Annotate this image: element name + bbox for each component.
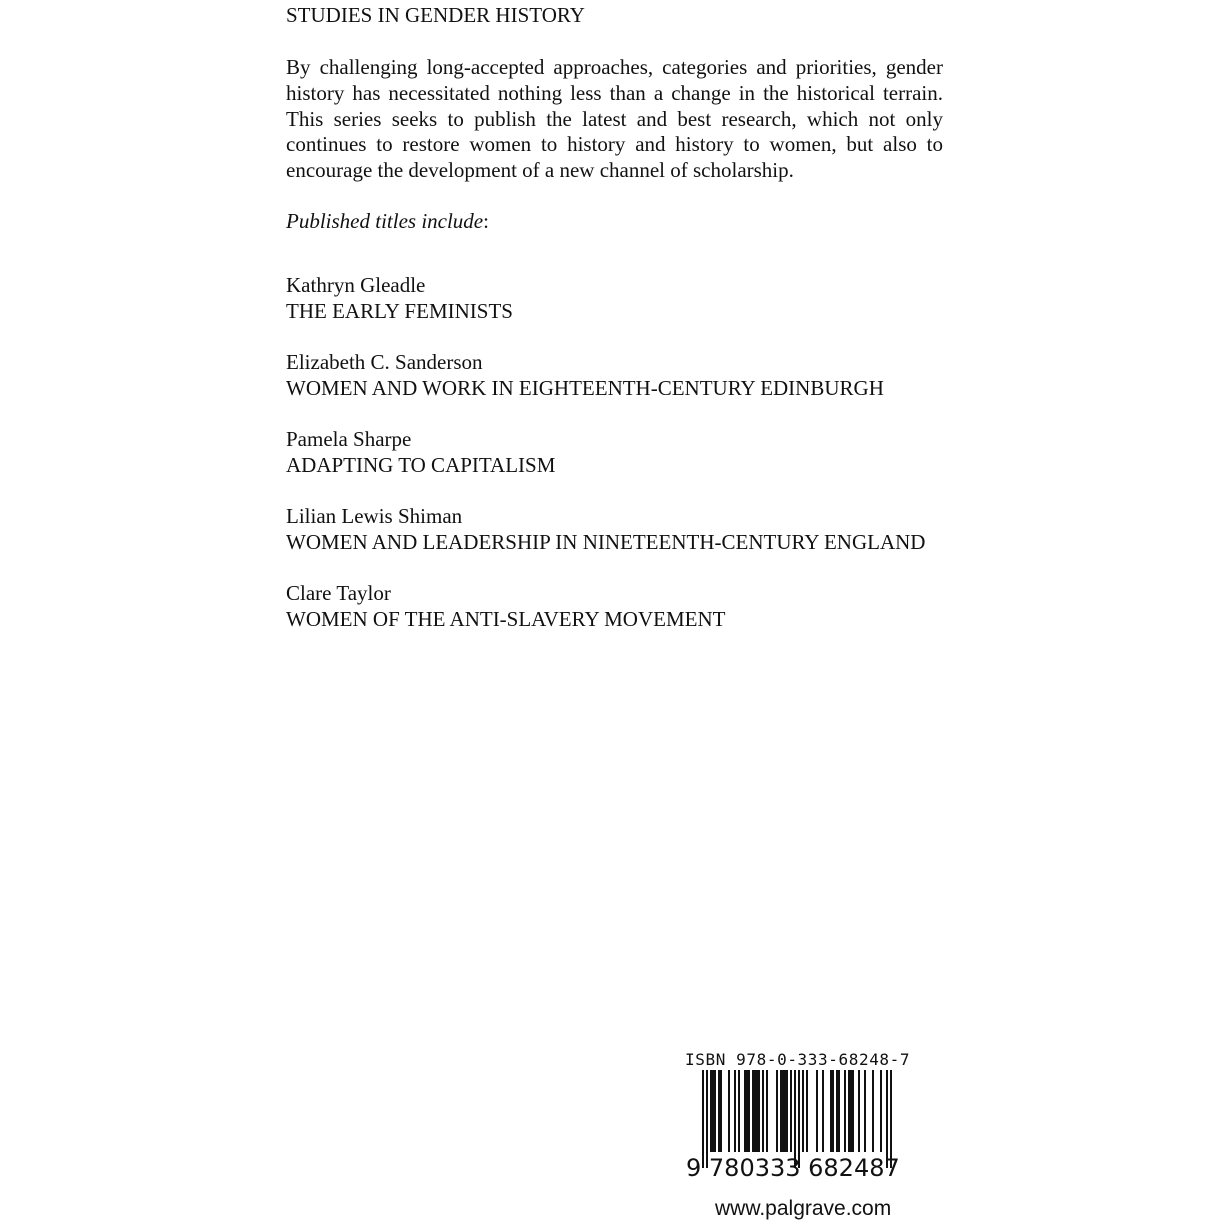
title-entry [286,580,986,657]
barcode-bar [838,1070,840,1152]
barcode-bar [766,1070,768,1152]
title-author: Pamela Sharpe [286,427,412,451]
series-title: STUDIES IN GENDER HISTORY [286,3,585,27]
barcode-bar [756,1070,758,1152]
barcode-bar [728,1070,730,1152]
published-titles-label-colon: : [483,209,489,233]
title-entry [286,503,986,580]
published-titles-label [286,208,489,234]
barcode-bar [720,1070,722,1152]
barcode-bar [790,1070,792,1152]
barcode-bar [832,1070,834,1152]
barcode-bar [830,1070,832,1152]
title-author: Elizabeth C. Sanderson [286,350,483,374]
title-author: Lilian Lewis Shiman [286,504,463,528]
barcode-bar [748,1070,750,1152]
barcode-bar [762,1070,764,1152]
barcode-bar [802,1070,804,1152]
barcode-bar [786,1070,788,1152]
barcode-bar [738,1070,740,1152]
title-entry [286,349,986,426]
barcode-bar [806,1070,808,1152]
barcode-bar [776,1070,778,1152]
title-author: Kathryn Gleadle [286,273,426,297]
series-description: By challenging long-accepted approaches, categories and priorities, gender history has necessitated nothing less than a change in the historical terrain. This series seeks to publish the latest and best research, which not only continues to restore women to history and history to women, but also to encourage the development of a new channel of scholarship. [286,55,943,183]
title-name: WOMEN OF THE ANTI-SLAVERY MOVEMENT [286,607,726,631]
barcode-bar [852,1070,854,1152]
published-titles-list [286,272,986,657]
barcode-bar [844,1070,846,1152]
barcode-bar [784,1070,786,1152]
title-name: ADAPTING TO CAPITALISM [286,453,556,477]
barcode-bar [712,1070,714,1152]
title-entry [286,272,986,349]
barcode-bar [880,1070,882,1152]
published-titles-label-text: Published titles include [286,209,484,233]
barcode-bar [780,1070,782,1152]
isbn-number: ISBN 978-0-333-68248-7 [685,1050,911,1069]
title-name: WOMEN AND LEADERSHIP IN NINETEENTH-CENTURY ENGLAND [286,530,926,554]
barcode-bar [836,1070,838,1152]
barcode-bar [714,1070,716,1152]
barcode-bar [864,1070,866,1152]
barcode-bar [710,1070,712,1152]
barcode-bar [734,1070,736,1152]
barcode-bar [816,1070,818,1152]
publisher-website: www.palgrave.com [715,1197,892,1220]
barcode-bar [718,1070,720,1152]
barcode-bar [782,1070,784,1152]
barcode-bar [752,1070,754,1152]
barcode-digits: 9 780333 682487 [686,1154,900,1182]
barcode-bar [850,1070,852,1152]
barcode-bar [848,1070,850,1152]
barcode-bar [872,1070,874,1152]
barcode-bar [822,1070,824,1152]
title-name: THE EARLY FEMINISTS [286,299,513,323]
title-entry [286,426,986,503]
barcode-bar [858,1070,860,1152]
barcode-bar [744,1070,746,1152]
title-name: WOMEN AND WORK IN EIGHTEENTH-CENTURY EDINBURGH [286,376,884,400]
title-author: Clare Taylor [286,581,391,605]
barcode-bar [758,1070,760,1152]
barcode-bar [754,1070,756,1152]
barcode-bar [746,1070,748,1152]
